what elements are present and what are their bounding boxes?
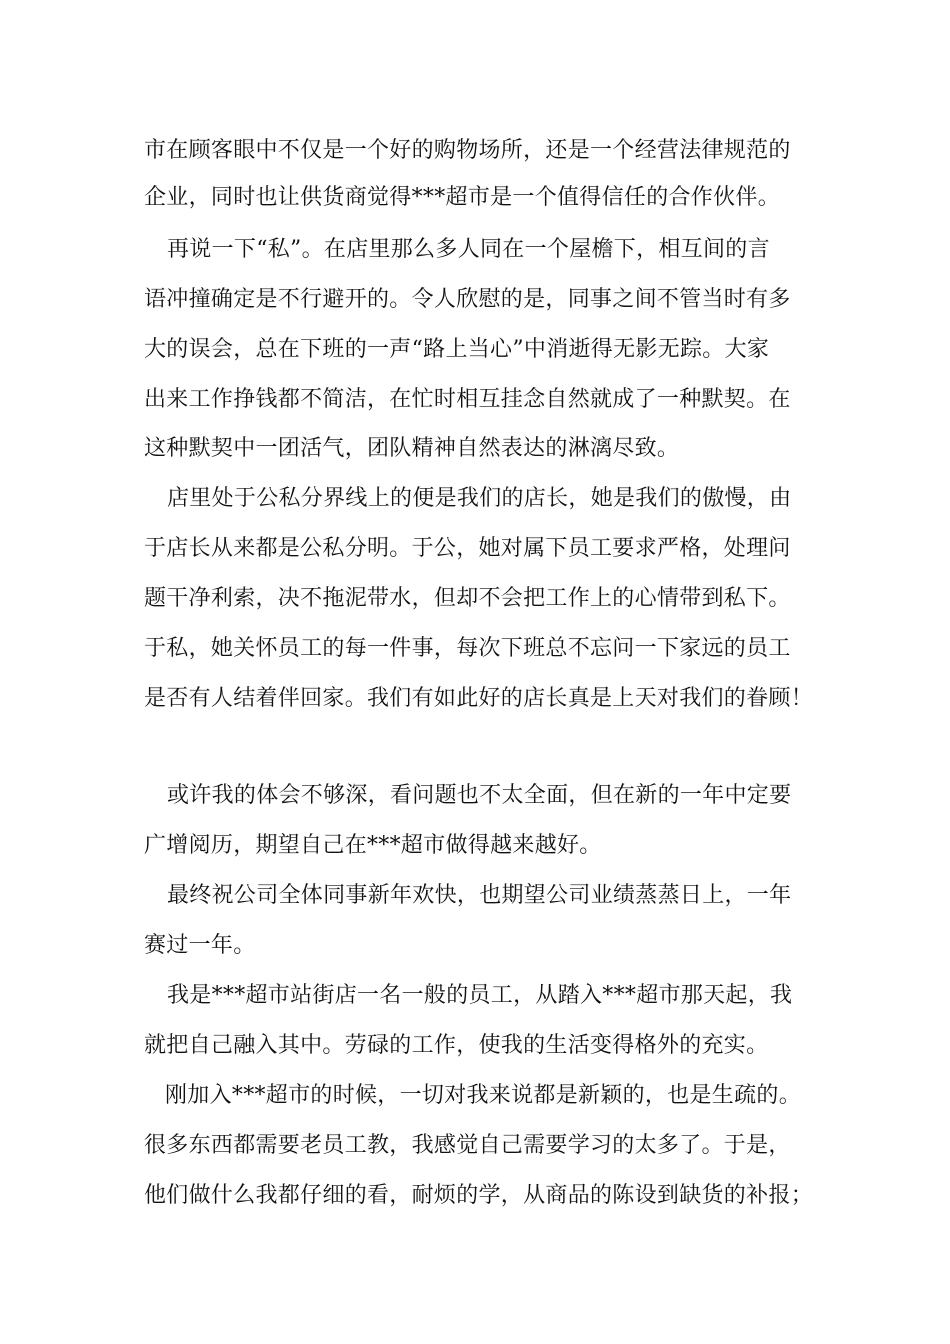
- text-line: 我是***超市站街店一名一般的员工，从踏入***超市那天起，我: [167, 983, 793, 1008]
- text-line: 大的误会，总在下班的一声“路上当心”中消逝得无影无踪。大家: [144, 337, 770, 362]
- text-line: 最终祝公司全体同事新年欢快，也期望公司业绩蒸蒸日上，一年: [167, 883, 792, 908]
- text-line: 很多东西都需要老员工教，我感觉自己需要学习的太多了。于是，: [144, 1133, 791, 1158]
- text-line: 这种默契中一团活气，团队精神自然表达的淋漓尽致。: [144, 436, 680, 461]
- text-line: 赛过一年。: [144, 933, 256, 958]
- text-line: 于店长从来都是公私分明。于公，她对属下员工要求严格，处理问: [144, 536, 791, 561]
- text-line: 语冲撞确定是不行避开的。令人欣慰的是，同事之间不管当时有多: [144, 287, 791, 312]
- text-line: 就把自己融入其中。劳碌的工作，使我的生活变得格外的充实。: [144, 1033, 769, 1058]
- text-line: 或许我的体会不够深，看问题也不太全面，但在新的一年中定要: [167, 783, 792, 808]
- text-line: 刚加入***超市的时候，一切对我来说都是新颖的，也是生疏的。: [165, 1083, 802, 1108]
- text-line: 他们做什么我都仔细的看，耐烦的学，从商品的陈设到缺货的补报；: [144, 1183, 814, 1208]
- text-line: 企业，同时也让供货商觉得***超市是一个值得信任的合作伙伴。: [144, 185, 781, 210]
- text-line: 再说一下“私”。在店里那么多人同在一个屋檐下，相互间的言: [167, 237, 770, 262]
- text-line: 出来工作挣钱都不简洁，在忙时相互挂念自然就成了一种默契。在: [144, 387, 791, 412]
- text-line: 市在顾客眼中不仅是一个好的购物场所，还是一个经营法律规范的: [144, 138, 791, 163]
- text-line: 题干净利索，决不拖泥带水，但却不会把工作上的心情带到私下。: [144, 586, 791, 611]
- text-line: 店里处于公私分界线上的便是我们的店长，她是我们的傲慢，由: [167, 486, 792, 511]
- text-line: 广增阅历，期望自己在***超市做得越来越好。: [144, 833, 602, 858]
- text-line: 于私，她关怀员工的每一件事，每次下班总不忘问一下家远的员工: [144, 636, 791, 661]
- text-line: 是否有人结着伴回家。我们有如此好的店长真是上天对我们的眷顾！: [144, 686, 814, 711]
